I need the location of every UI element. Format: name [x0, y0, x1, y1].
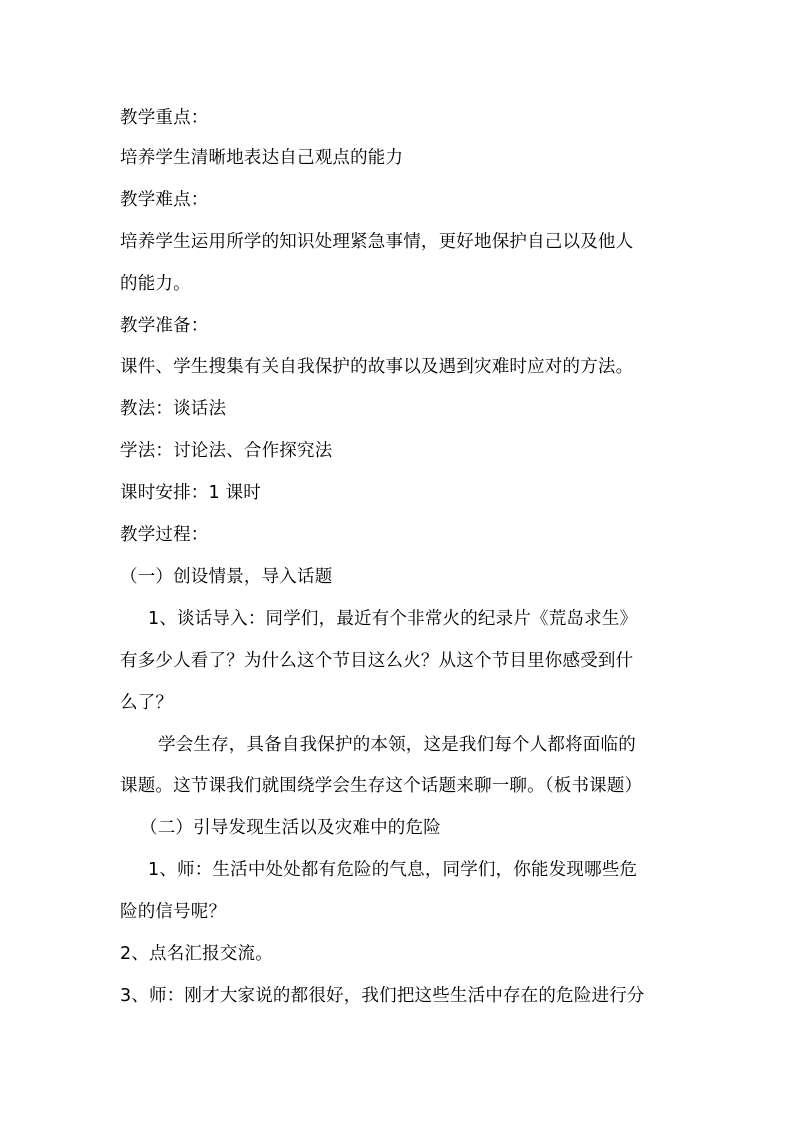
- paragraph-teaching-focus: 培养学生清晰地表达自己观点的能力: [120, 148, 404, 168]
- paragraph-classify: 3、师：刚才大家说的都很好，我们把这些生活中存在的危险进行分: [120, 986, 645, 1006]
- paragraph-teaching-difficulty-2: 的能力。: [120, 274, 191, 294]
- paragraph-danger-2: 险的信号呢？: [120, 902, 227, 922]
- heading-teaching-process: 教学过程：: [120, 525, 209, 545]
- section-two-heading: （二）引导发现生活以及灾难中的危险: [140, 818, 441, 838]
- paragraph-class-schedule: 课时安排：1 课时: [120, 483, 261, 503]
- heading-teaching-difficulty: 教学难点：: [120, 190, 209, 210]
- paragraph-teaching-method: 教法：谈话法: [120, 399, 227, 419]
- paragraph-survival-2: 课题。这节课我们就围绕学会生存这个话题来聊一聊。（板书课题）: [120, 776, 643, 796]
- paragraph-survival-1: 学会生存，具备自我保护的本领，这是我们每个人都将面临的: [158, 735, 636, 755]
- paragraph-teaching-difficulty-1: 培养学生运用所学的知识处理紧急事情，更好地保护自己以及他人: [120, 232, 634, 252]
- paragraph-danger-1: 1、师：生活中处处都有危险的气息，同学们，你能发现哪些危: [148, 860, 638, 880]
- paragraph-intro-2: 有多少人看了？为什么这个节目这么火？从这个节目里你感受到什: [120, 651, 634, 671]
- paragraph-intro-3: 么了？: [120, 693, 174, 713]
- heading-teaching-focus: 教学重点：: [120, 108, 209, 128]
- paragraph-teaching-preparation: 课件、学生搜集有关自我保护的故事以及遇到灾难时应对的方法。: [120, 357, 634, 377]
- paragraph-report: 2、点名汇报交流。: [120, 944, 273, 964]
- paragraph-intro-1: 1、谈话导入：同学们，最近有个非常火的纪录片《荒岛求生》: [148, 609, 638, 629]
- paragraph-learning-method: 学法：讨论法、合作探究法: [120, 441, 333, 461]
- section-one-heading: （一）创设情景，导入话题: [120, 567, 333, 587]
- heading-teaching-preparation: 教学准备：: [120, 316, 209, 336]
